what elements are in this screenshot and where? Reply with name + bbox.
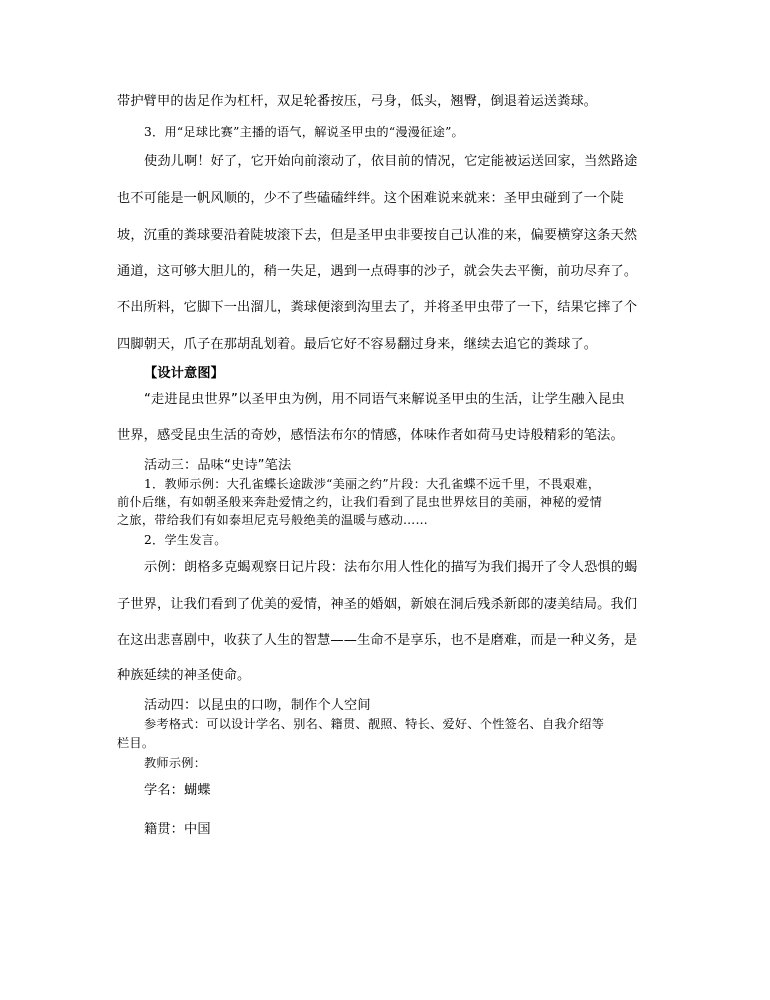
text-line: 籍贯：中国 bbox=[144, 822, 211, 837]
activity-heading: 活动三：品味“史诗”笔法 bbox=[144, 458, 292, 473]
text-line: “走进昆虫世界”以圣甲虫为例，用不同语气来解说圣甲虫的生活，让学生融入昆虫 bbox=[144, 392, 625, 407]
text-line: 示例：朗格多克蝎观察日记片段：法布尔用人性化的描写为我们揭开了令人恐惧的蝎 bbox=[144, 560, 638, 575]
text-line: 前仆后继，有如朝圣般来奔赴爱情之约，让我们看到了昆虫世界炫目的美丽，神秘的爱情 bbox=[117, 495, 603, 509]
section-heading: 【设计意图】 bbox=[144, 366, 225, 381]
text-line: 教师示例： bbox=[144, 756, 207, 770]
text-line: 四脚朝天，爪子在那胡乱划着。最后它好不容易翻过身来，继续去追它的粪球了。 bbox=[117, 337, 598, 352]
text-line: 之旅，带给我们有如泰坦尼克号般绝美的温暖与感动…… bbox=[117, 513, 428, 527]
text-line: 带护臂甲的齿足作为杠杆，双足轮番按压，弓身，低头，翘臀，倒退着运送粪球。 bbox=[117, 94, 598, 109]
text-line: 也不可能是一帆风顺的，少不了些磕磕绊绊。这个困难说来就来：圣甲虫碰到了一个陡 bbox=[117, 191, 624, 206]
text-line: 1．教师示例：大孔雀蝶长途跋涉“美丽之约”片段：大孔雀蝶不远千里，不畏艰难， bbox=[144, 477, 601, 491]
text-line: 不出所料，它脚下一出溜儿，粪球便滚到沟里去了，并将圣甲虫带了一下，结果它摔了个 bbox=[117, 300, 638, 315]
text-line: 坡，沉重的粪球要沿着陡坡滚下去，但是圣甲虫非要按自己认准的来，偏要横穿这条天然 bbox=[117, 228, 638, 243]
text-line: 栏目。 bbox=[117, 736, 155, 750]
text-line: 参考格式：可以设计学名、别名、籍贯、靓照、特长、爱好、个性签名、自我介绍等 bbox=[144, 717, 605, 731]
text-line: 通道，这可够大胆儿的，稍一失足，遇到一点碍事的沙子，就会失去平衡，前功尽弃了。 bbox=[117, 264, 638, 279]
text-line: 使劲儿啊！好了，它开始向前滚动了，依目前的情况，它定能被运送回家，当然路途 bbox=[144, 154, 638, 169]
text-line: 种族延续的神圣使命。 bbox=[117, 668, 251, 683]
text-line: 在这出悲喜剧中，收获了人生的智慧——生命不是享乐，也不是磨难，而是一种义务，是 bbox=[117, 633, 638, 648]
text-line: 3．用“足球比赛”主播的语气，解说圣甲虫的“漫漫征途”。 bbox=[144, 125, 464, 139]
text-line: 世界，感受昆虫生活的奇妙，感悟法布尔的情感，体味作者如荷马史诗般精彩的笔法。 bbox=[117, 428, 624, 443]
text-line: 2．学生发言。 bbox=[144, 533, 227, 547]
activity-heading: 活动四：以昆虫的口吻，制作个人空间 bbox=[144, 698, 371, 713]
text-line: 子世界，让我们看到了优美的爱情，神圣的婚姻，新娘在洞后残杀新郎的凄美结局。我们 bbox=[117, 597, 638, 612]
text-line: 学名：蝴蝶 bbox=[144, 783, 211, 798]
